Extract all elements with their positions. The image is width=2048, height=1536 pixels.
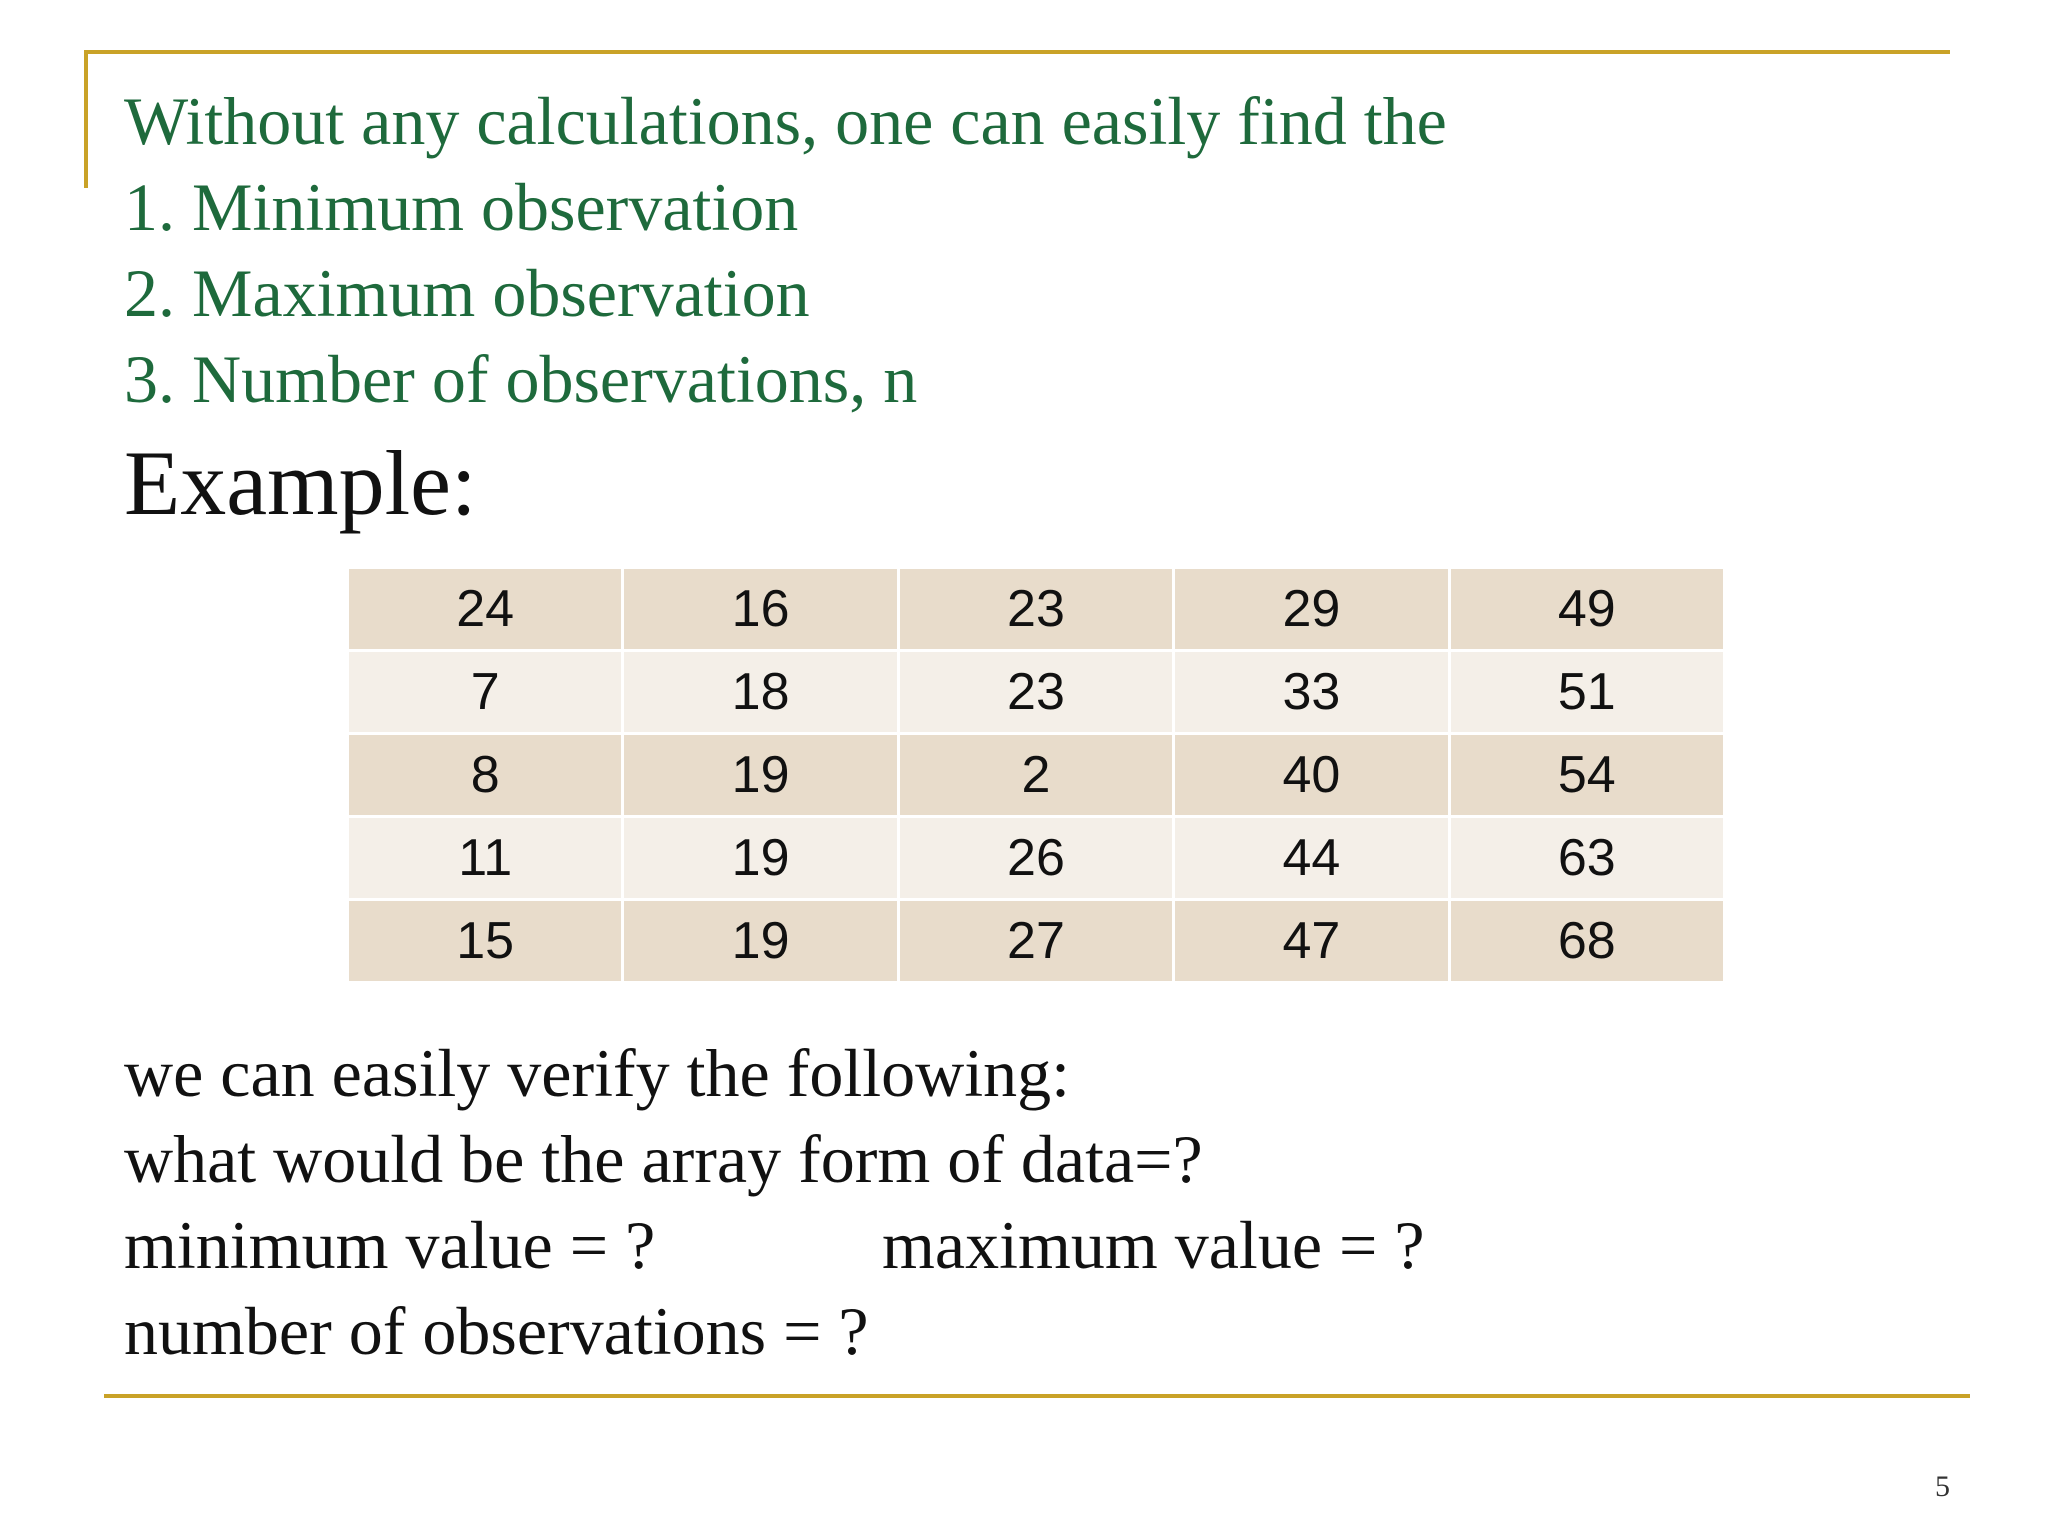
table-cell: 19 <box>623 900 898 983</box>
table-cell: 29 <box>1174 568 1449 651</box>
table-cell: 26 <box>898 817 1173 900</box>
table-cell: 23 <box>898 568 1173 651</box>
table-cell: 54 <box>1449 734 1724 817</box>
table-cell: 23 <box>898 651 1173 734</box>
table-cell: 49 <box>1449 568 1724 651</box>
observation-count-question: number of observations = ? <box>124 1293 869 1369</box>
questions-block <box>124 1030 1425 1374</box>
table-cell: 68 <box>1449 900 1724 983</box>
table-cell: 33 <box>1174 651 1449 734</box>
table-cell: 47 <box>1174 900 1449 983</box>
left-accent-rule <box>84 50 88 188</box>
table-cell: 44 <box>1174 817 1449 900</box>
page-number: 5 <box>1935 1470 1950 1503</box>
table-cell: 19 <box>623 817 898 900</box>
minimum-value-question: minimum value = ? <box>124 1207 656 1283</box>
table-cell: 63 <box>1449 817 1724 900</box>
table-cell: 8 <box>348 734 623 817</box>
table-cell: 7 <box>348 651 623 734</box>
table-cell: 18 <box>623 651 898 734</box>
table-cell: 24 <box>348 568 623 651</box>
table-cell: 11 <box>348 817 623 900</box>
table-cell: 2 <box>898 734 1173 817</box>
table-cell: 19 <box>623 734 898 817</box>
data-table <box>346 566 1726 984</box>
table-cell: 15 <box>348 900 623 983</box>
table-row <box>348 568 1725 651</box>
intro-item-count: 3. Number of observations, n <box>124 341 918 417</box>
intro-lead: Without any calculations, one can easily find the <box>124 83 1447 159</box>
verify-line: we can easily verify the following: <box>124 1035 1071 1111</box>
maximum-value-question: maximum value = ? <box>882 1207 1425 1283</box>
table-cell: 27 <box>898 900 1173 983</box>
table-row <box>348 651 1725 734</box>
array-form-question: what would be the array form of data=? <box>124 1121 1203 1197</box>
table-cell: 16 <box>623 568 898 651</box>
table-row <box>348 900 1725 983</box>
top-accent-rule <box>84 50 1950 54</box>
table-cell: 51 <box>1449 651 1724 734</box>
bottom-accent-rule <box>104 1394 1970 1398</box>
intro-text-block <box>124 78 1447 422</box>
intro-item-minimum: 1. Minimum observation <box>124 169 799 245</box>
table-cell: 40 <box>1174 734 1449 817</box>
table-row <box>348 817 1725 900</box>
example-heading: Example: <box>124 432 477 534</box>
table-row <box>348 734 1725 817</box>
intro-item-maximum: 2. Maximum observation <box>124 255 810 331</box>
min-max-line <box>124 1202 1425 1288</box>
